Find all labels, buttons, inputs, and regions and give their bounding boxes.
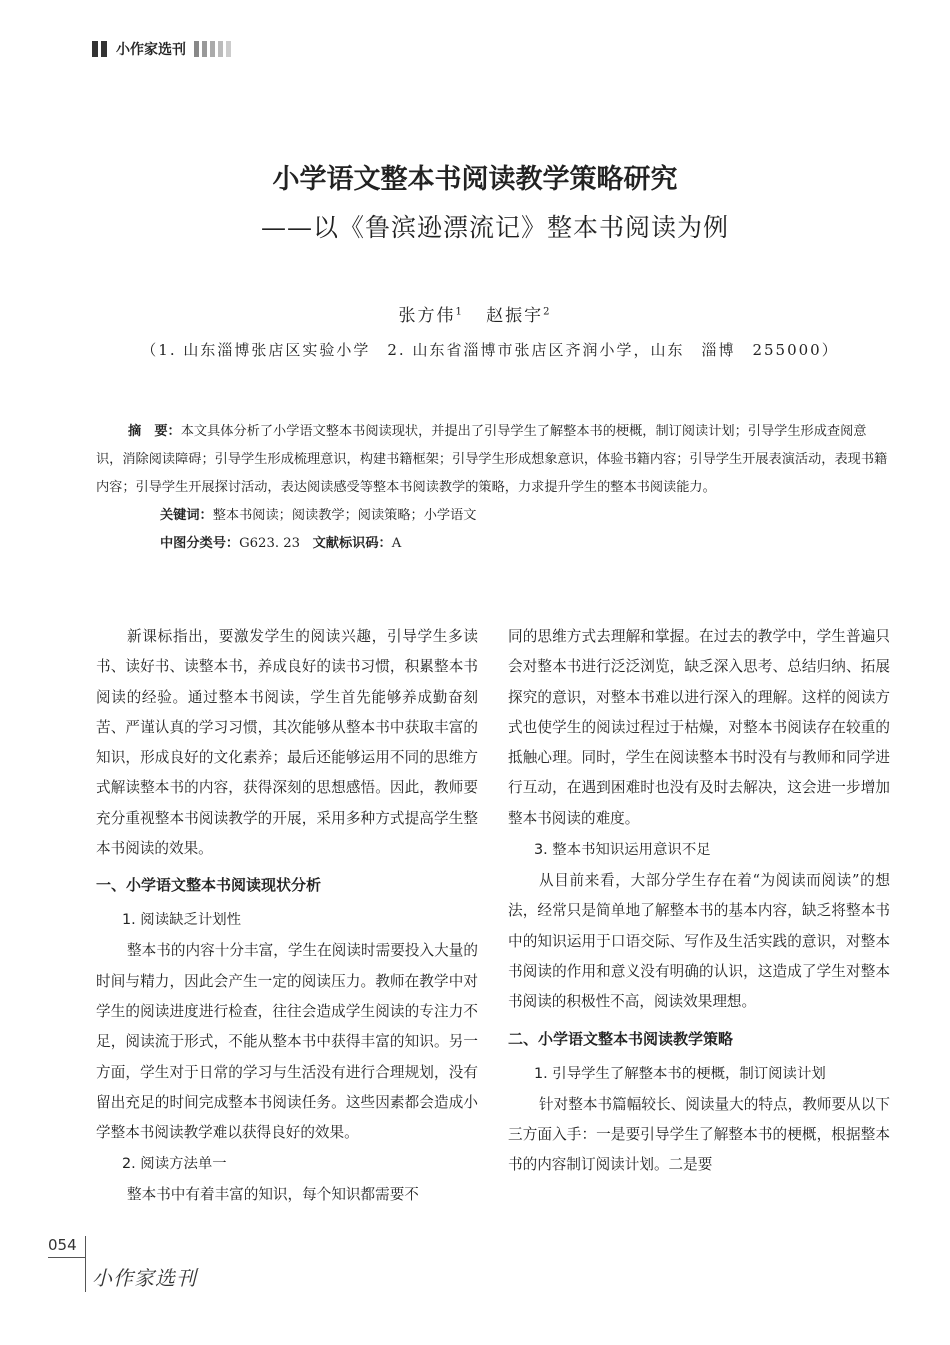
- paragraph: 针对整本书篇幅较长、阅读量大的特点，教师要从以下三方面入手：一是要引导学生了解整本书的梗概，根据整本书的内容制订阅读计划。二是要: [508, 1095, 890, 1174]
- footer-brand-logo: 小作家选刊: [92, 1266, 197, 1290]
- paragraph: 同的思维方式去理解和掌握。在过去的教学中，学生普遍只会对整本书进行泛泛浏览，缺乏深入思考、总结归纳、拓展探究的意识，对整本书难以进行深入的理解。这样的阅读方式也使学生的阅读过程过于枯燥，对整本书阅读存在较重的抵触心理。同时，学生在阅读整本书时没有与教师和同学进行互动，在遇到困难时也没有及时去解决，这会进一步增加整本书阅读的难度。: [508, 628, 890, 827]
- author-2: 赵振宇: [486, 306, 544, 326]
- affiliation: （1. 山东淄博张店区实验小学 2. 山东省淄博市张店区齐润小学，山东 淄博 255000）: [141, 341, 839, 359]
- footer-rule-vertical: [85, 1236, 86, 1292]
- author-2-mark: 2: [543, 306, 552, 318]
- left-column: [96, 622, 478, 1211]
- paragraph: 从目前来看，大部分学生存在着“为阅读而阅读”的想法，经常只是简单地了解整本书的基本内容，缺乏将整本书中的知识运用于口语交际、写作及生活实践的意识，对整本书阅读的作用和意义没有明确的认识，这造成了学生对整本书阅读的积极性不高，阅读效果理想。: [508, 872, 890, 1011]
- header-bar: [194, 41, 199, 57]
- header-bar: [101, 41, 107, 57]
- section-heading: 一、小学语文整本书阅读现状分析: [96, 876, 322, 895]
- doc-code-label: 文献标识码：: [312, 536, 392, 551]
- doc-code-value: A: [391, 536, 402, 551]
- clc-value: G623. 23: [239, 536, 300, 551]
- clc-label: 中图分类号：: [160, 536, 240, 551]
- section-heading: 二、小学语文整本书阅读教学策略: [508, 1029, 734, 1048]
- keywords: [96, 502, 890, 530]
- header-bar: [92, 41, 98, 57]
- classification: [96, 530, 890, 558]
- subsection-heading: 2. 阅读方法单一: [122, 1156, 227, 1173]
- article-title: 小学语文整本书阅读教学策略研究: [272, 164, 678, 195]
- subsection-heading: 1. 阅读缺乏计划性: [122, 912, 242, 929]
- abstract-label: 摘 要：: [128, 424, 181, 439]
- authors: [0, 301, 950, 326]
- paragraph: 整本书的内容十分丰富，学生在阅读时需要投入大量的时间与精力，因此会产生一定的阅读压力。教师在教学中对学生的阅读进度进行检查，往往会造成学生阅读的专注力不足，阅读流于形式，不能从整本书中获得丰富的知识。另一方面，学生对于日常的学习与生活没有进行合理规划，没有留出充足的时间完成整本书阅读任务。这些因素都会造成小学整本书阅读教学难以获得良好的效果。: [96, 942, 478, 1142]
- journal-name: 小作家选刊: [116, 42, 186, 58]
- keywords-text: 整本书阅读；阅读教学；阅读策略；小学语文: [212, 508, 477, 523]
- footer-rule: [48, 1257, 86, 1258]
- author-1-mark: 1: [455, 306, 464, 318]
- header-bar: [202, 41, 207, 57]
- paragraph: 整本书中有着丰富的知识，每个知识都需要不: [127, 1186, 419, 1204]
- abstract: [96, 418, 890, 502]
- journal-header: [92, 39, 234, 59]
- header-bar: [218, 41, 223, 57]
- right-column: [508, 622, 890, 1180]
- author-1: 张方伟: [398, 306, 456, 326]
- subsection-heading: 3. 整本书知识运用意识不足: [534, 842, 711, 859]
- header-bar: [210, 41, 215, 57]
- paragraph: 新课标指出，要激发学生的阅读兴趣，引导学生多读书、读好书、读整本书，养成良好的读书习惯，积累整本书阅读的经验。通过整本书阅读，学生首先能够养成勤奋刻苦、严谨认真的学习习惯，其次能够从整本书中获取丰富的知识，形成良好的文化素养；最后还能够运用不同的思维方式解读整本书的内容，获得深刻的思想感悟。因此，教师要充分重视整本书阅读教学的开展，采用多种方式提高学生整本书阅读的效果。: [96, 628, 478, 858]
- article-subtitle: ——以《鲁滨逊漂流记》整本书阅读为例: [260, 213, 729, 242]
- keywords-label: 关键词：: [160, 508, 213, 523]
- abstract-text: 本文具体分析了小学语文整本书阅读现状，并提出了引导学生了解整本书的梗概，制订阅读计划；引导学生形成查阅意识，消除阅读障碍；引导学生形成梳理意识，构建书籍框架；引导学生形成想象意识，体验书籍内容；引导学生开展表演活动，表现书籍内容；引导学生开展探讨活动，表达阅读感受等整本书阅读教学的策略，力求提升学生的整本书阅读能力。: [96, 424, 888, 495]
- header-bar: [226, 41, 231, 57]
- abstract-block: [96, 418, 890, 558]
- page-number: 054: [48, 1236, 77, 1254]
- subsection-heading: 1. 引导学生了解整本书的梗概，制订阅读计划: [534, 1065, 826, 1082]
